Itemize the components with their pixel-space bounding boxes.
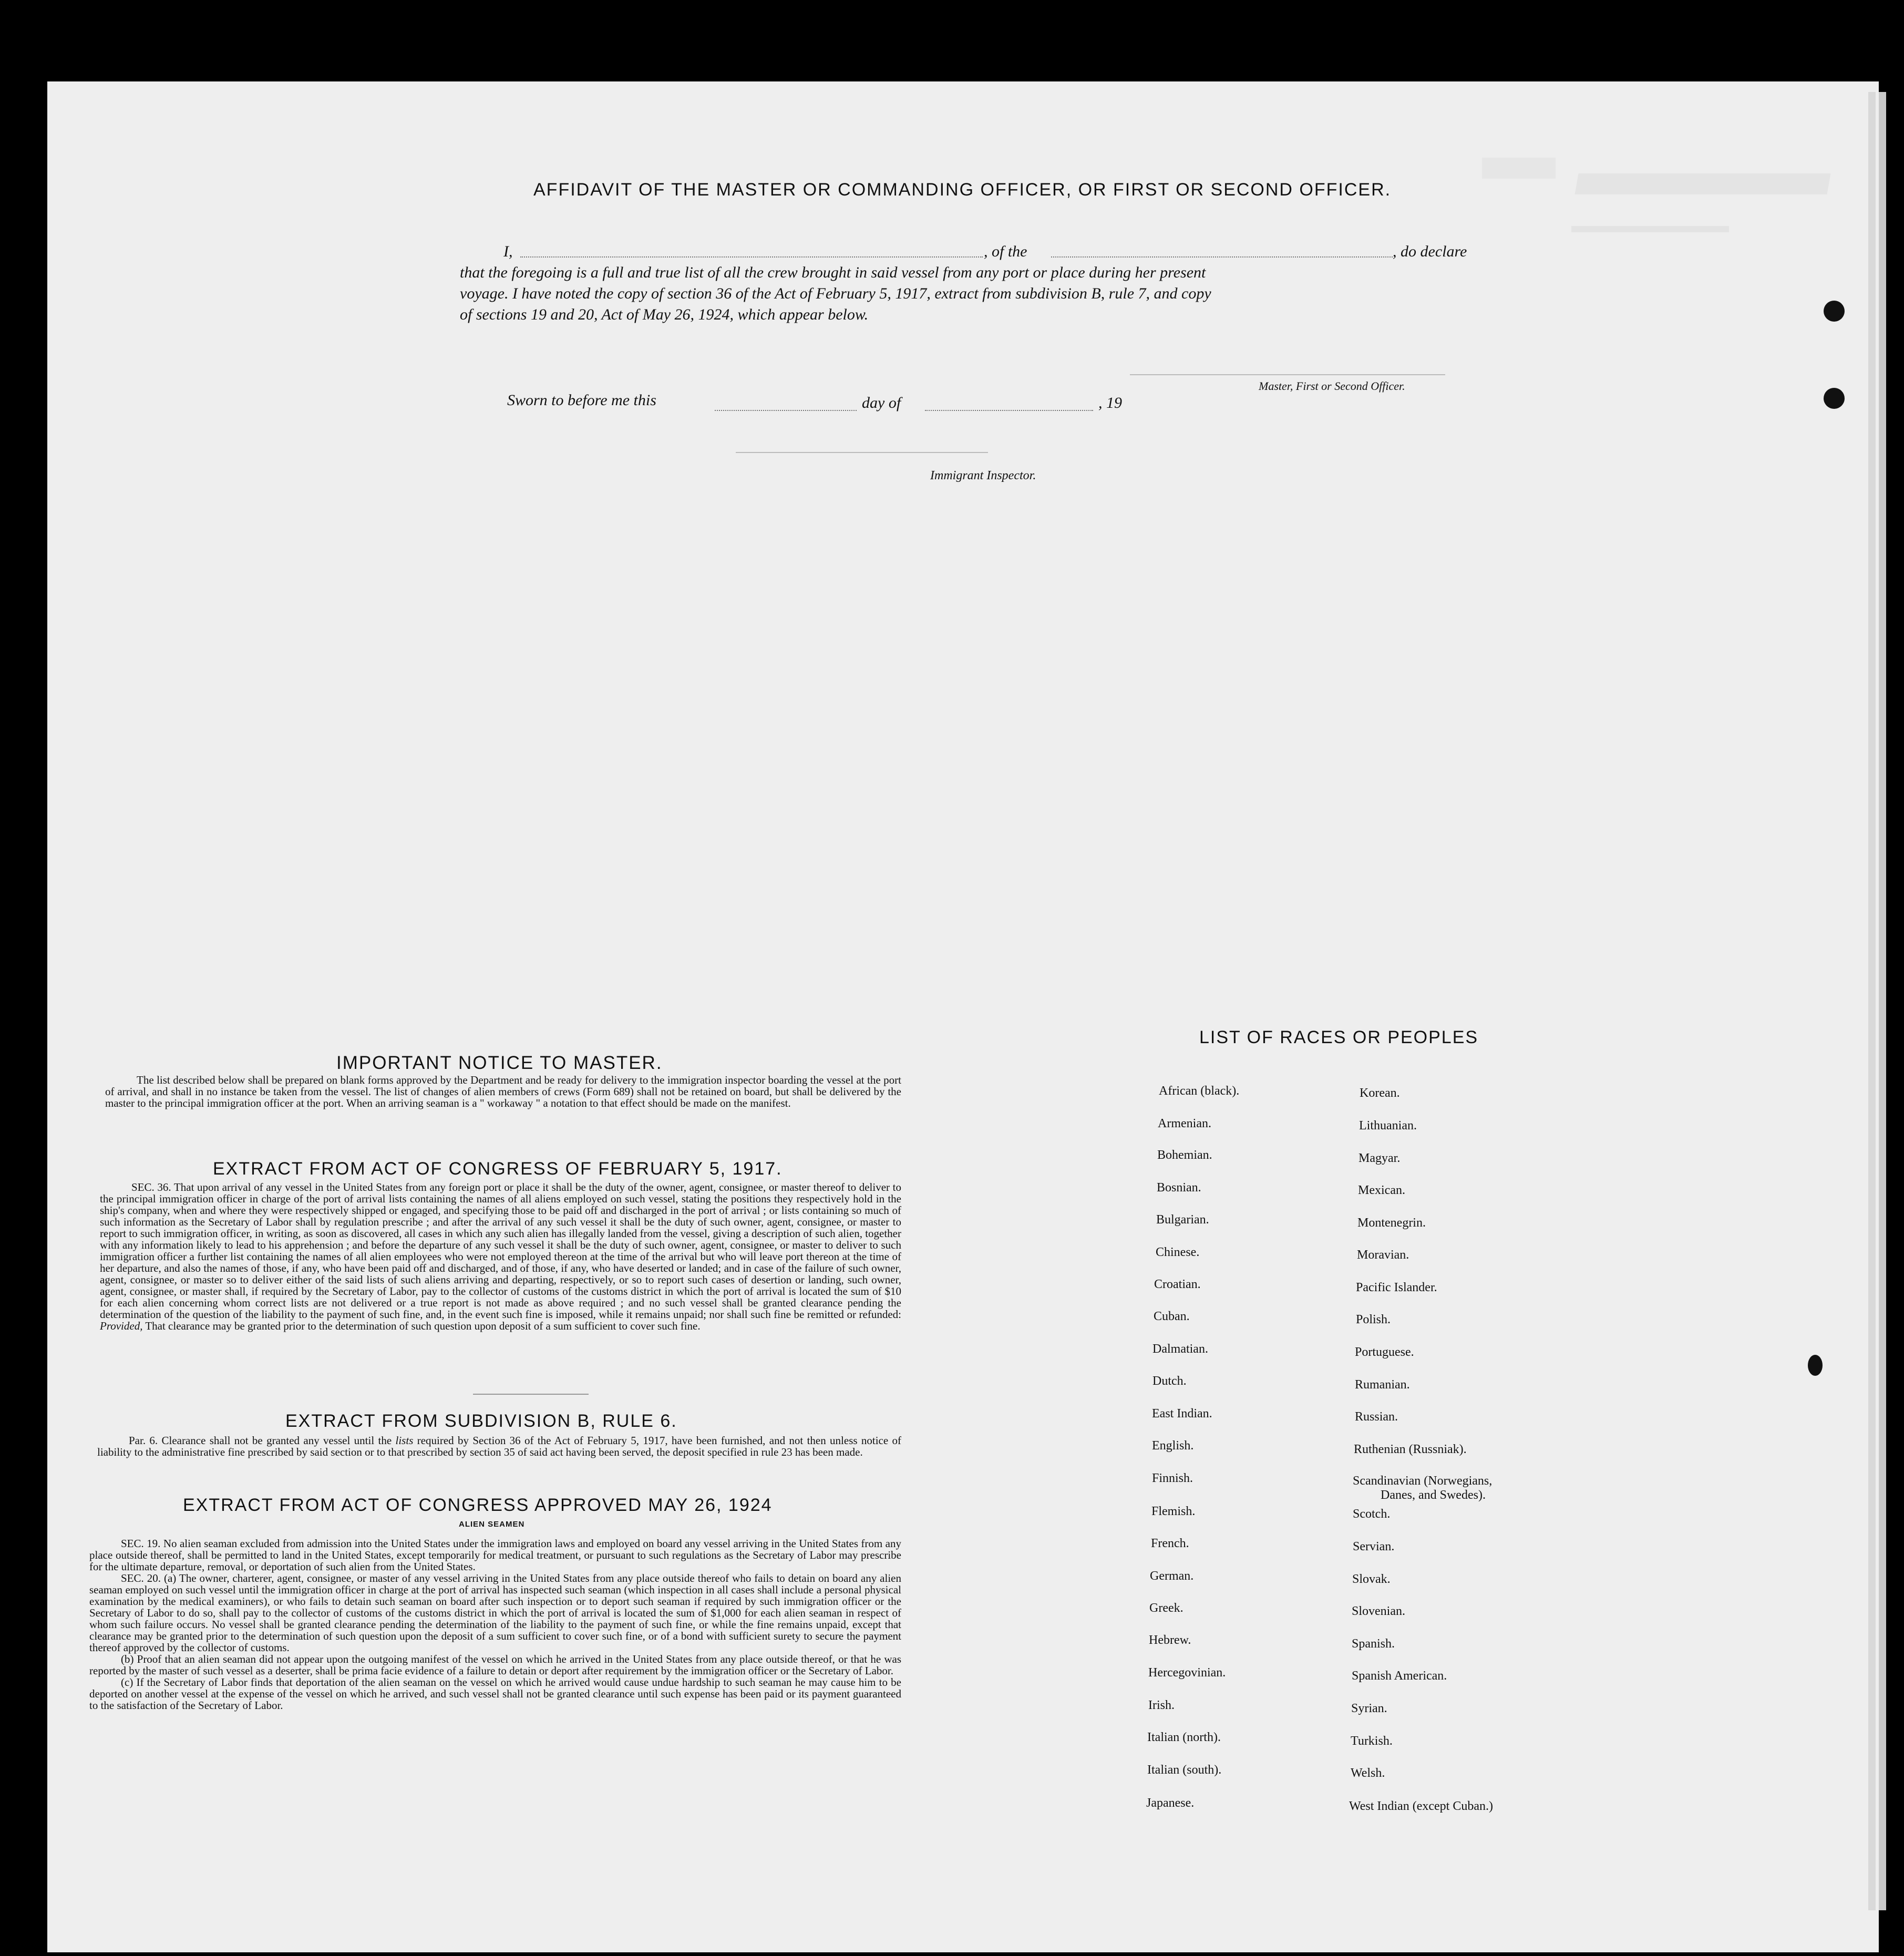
affidavit-body-line: of sections 19 and 20, Act of May 26, 1924, which appear below. (460, 306, 869, 323)
race-item: Montenegrin. (1357, 1216, 1426, 1230)
lists-word: lists (395, 1434, 414, 1447)
notice-text (105, 1074, 901, 1109)
provided-word: Provided, (100, 1320, 143, 1332)
race-item: African (black). (1159, 1084, 1240, 1098)
race-item: English. (1152, 1439, 1194, 1453)
master-name-field[interactable] (520, 256, 983, 258)
race-item: Italian (south). (1147, 1763, 1222, 1777)
section-20c-paragraph: (c) If the Secretary of Labor finds that deportation of the alien seaman on the vessel on which he arrived would cause undue hardship to such seaman he may cause him to be deported on another vessel at the expense of the vessel on which he arrived, and such vessel shall not be granted clearance until such expense has been paid or its payment guaranteed to the satisfaction of the Secretary of Labor. (89, 1676, 901, 1712)
binder-hole (1808, 1355, 1823, 1376)
race-item: Japanese. (1146, 1796, 1195, 1810)
race-item: Scandinavian (Norwegians, (1353, 1474, 1493, 1488)
race-item: Scotch. (1353, 1507, 1391, 1521)
race-item: Greek. (1149, 1601, 1183, 1615)
race-item: Finnish. (1152, 1471, 1193, 1485)
race-item: Pacific Islander. (1356, 1281, 1437, 1294)
affidavit-of-the-label: , of the (984, 243, 1027, 260)
race-item: Portuguese. (1355, 1345, 1414, 1359)
section-36-text-end: That clearance may be granted prior to the determination of such question upon deposit of a sum sufficient to cover such fine. (145, 1320, 701, 1332)
race-item: Italian (north). (1147, 1731, 1221, 1744)
extract-1917-text (100, 1181, 901, 1332)
extract-1924-text (89, 1538, 901, 1711)
day-of-label: day of (862, 394, 901, 411)
race-item: Magyar. (1358, 1151, 1401, 1165)
race-item: Ruthenian (Russniak). (1354, 1443, 1467, 1456)
race-item: German. (1150, 1569, 1194, 1583)
year-label: , 19 (1098, 394, 1122, 411)
binder-hole (1824, 388, 1845, 409)
race-item: Croatian. (1154, 1278, 1201, 1291)
race-item: Irish. (1148, 1698, 1175, 1712)
race-item: Bosnian. (1157, 1181, 1201, 1195)
master-signature-label: Master, First or Second Officer. (1259, 379, 1405, 393)
inspector-signature-field[interactable] (736, 452, 988, 453)
race-item: West Indian (except Cuban.) (1349, 1799, 1493, 1813)
bleed-through-mark (1482, 158, 1556, 179)
race-item: Hebrew. (1149, 1633, 1191, 1647)
rule-6-text-start: Par. 6. Clearance shall not be granted any vessel until the (129, 1434, 392, 1447)
race-item: Slovenian. (1352, 1604, 1405, 1618)
race-item: Turkish. (1351, 1734, 1393, 1748)
race-item: Spanish American. (1352, 1669, 1447, 1683)
sworn-day-field[interactable] (715, 410, 857, 411)
race-item: Spanish. (1352, 1637, 1395, 1651)
bleed-through-mark (1574, 173, 1830, 194)
race-item: Syrian. (1351, 1702, 1387, 1715)
race-item: East Indian. (1152, 1407, 1212, 1420)
notice-paragraph: The list described below shall be prepared on blank forms approved by the Department and be ready for delivery to the immigration inspector boarding the vessel at the port of arrival, and shall in no instance be taken from the vessel. The list of changes of alien members of crews (Form 689) shall not be retained on board, but shall be delivered by the master to the principal immigration officer at the port. When an arriving seaman is a " workaway " a notation to that effect should be made on the manifest. (105, 1074, 901, 1109)
bleed-through-mark (1571, 226, 1729, 232)
race-item: Armenian. (1158, 1117, 1211, 1130)
race-item: Bohemian. (1157, 1148, 1212, 1162)
race-item: Bulgarian. (1156, 1213, 1209, 1227)
affidavit-body-line: voyage. I have noted the copy of section 36 of the Act of February 5, 1917, extract from subdivision B, rule 7, and copy (460, 285, 1211, 302)
race-item: Slovak. (1352, 1572, 1391, 1586)
page-edge (1879, 92, 1886, 1910)
affidavit-i-label: I, (503, 243, 513, 260)
race-item: Russian. (1355, 1410, 1398, 1424)
sworn-month-field[interactable] (925, 410, 1093, 411)
page-edge (1868, 92, 1876, 1910)
master-signature-field[interactable] (1130, 374, 1445, 375)
races-title: LIST OF RACES OR PEOPLES (1199, 1027, 1479, 1047)
race-item: Moravian. (1357, 1248, 1409, 1262)
extract-1917-title: EXTRACT FROM ACT OF CONGRESS OF FEBRUARY 5, 1917. (213, 1159, 783, 1179)
affidavit-title: AFFIDAVIT OF THE MASTER OR COMMANDING OFFICER, OR FIRST OR SECOND OFFICER. (533, 180, 1392, 200)
sworn-label: Sworn to before me this (507, 392, 656, 409)
race-item: Servian. (1353, 1540, 1395, 1553)
rule-6-paragraph (97, 1435, 901, 1458)
binder-hole (1824, 301, 1845, 322)
rule-6-title: EXTRACT FROM SUBDIVISION B, RULE 6. (285, 1411, 677, 1431)
race-item: French. (1151, 1537, 1189, 1550)
section-36-paragraph (100, 1181, 901, 1332)
race-item: Danes, and Swedes). (1381, 1488, 1486, 1502)
race-item: Chinese. (1156, 1245, 1200, 1259)
section-20a-paragraph: SEC. 20. (a) The owner, charterer, agent, consignee, or master of any vessel arriving in the United States from any place outside thereof who fails to detain on board any alien seaman employed on such vessel until the immigration officer in charge at the port of arrival has inspected such seaman (which inspection in all cases shall include a personal physical examination by the medical examiners), or who fails to detain such seaman on board after such inspection or to deport such seaman if required by such immigration officer or the Secretary of Labor to do so, shall pay to the collector of customs of the customs district in which the port of arrival is located the sum of $1,000 for each alien seaman in respect of whom such failure occurs. No vessel shall be granted clearance pending the determination of the liability to the payment of such fine, or while the fine remains unpaid, except that clearance may be granted prior to the determination of such question upon the deposit of a sum sufficient to cover such fine, or of a bond with sufficient surety to secure the payment thereof approved by the collector of customs. (89, 1572, 901, 1654)
race-item: Welsh. (1351, 1766, 1385, 1780)
section-19-paragraph: SEC. 19. No alien seaman excluded from admission into the United States under the immigration laws and employed on board any vessel arriving in the United States from any place outside thereof, shall be permitted to land in the United States, except temporarily for medical treatment, or pursuant to such regulations as the Secretary of Labor may prescribe for the ultimate departure, removal, or deportation of such alien from the United States. (89, 1537, 901, 1573)
race-item: Lithuanian. (1359, 1119, 1417, 1133)
race-item: Rumanian. (1355, 1378, 1410, 1392)
affidavit-body-line: that the foregoing is a full and true list of all the crew brought in said vessel from any port or place during her present (460, 264, 1206, 281)
race-item: Polish. (1356, 1313, 1391, 1326)
race-item: Hercegovinian. (1148, 1666, 1226, 1680)
alien-seamen-subtitle: ALIEN SEAMEN (459, 1520, 525, 1529)
vessel-name-field[interactable] (1051, 256, 1393, 258)
race-item: Flemish. (1151, 1505, 1196, 1518)
inspector-label: Immigrant Inspector. (930, 469, 1036, 482)
race-item: Dutch. (1152, 1374, 1187, 1388)
section-36-text: SEC. 36. That upon arrival of any vessel in the United States from any foreign port or place it shall be the duty of the owner, agent, consignee, or master thereof to deliver to the principal immigration officer in charge of the port of arrival lists containing the names of all aliens employed on such vessel, stating the positions they respectively hold in the ship's company, when and where they were respectively shipped or engaged, and specifying those to be paid off and discharged in the port of arrival ; or lists containing so much of such information as the Secretary of Labor shall by regulation prescribe ; and after the arrival of any such vessel it shall be the duty of such owner, agent, consignee, or master to report to such immigration officer, in writing, as soon as discovered, all cases in which any such alien has illegally landed from the vessel, giving a description of such alien, together with any information likely to lead to his apprehension ; and before the departure of any such vessel it shall be the duty of such owner, agent, consignee, or master to deliver to such immigration officer a further list containing the names of all alien employees who were not employed thereon at the time of the arrival but who will leave port thereon at the time of her departure, and also the names of those, if any, who have been paid off and discharged, and of those, if any, who have deserted or landed; and in case of the failure of such owner, agent, consignee, or master so to deliver either of the said lists of such aliens arriving and departing, respectively, or so to report such cases of desertion or landing, such owner, agent, consignee, or master shall, if required by the Secretary of Labor, pay to the collector of customs of the customs district in which the port of arrival is located the sum of $10 for each alien concerning whom correct lists are not delivered or a true report is not made as above required ; and no such vessel shall be granted clearance pending the determination of the question of the liability to the payment of such fine, and, in the event such fine is imposed, while it remains unpaid; nor shall such fine be remitted or refunded: (100, 1181, 901, 1321)
race-item: Mexican. (1358, 1183, 1405, 1197)
section-divider (473, 1394, 589, 1395)
race-item: Cuban. (1154, 1310, 1190, 1323)
race-item: Dalmatian. (1152, 1342, 1208, 1356)
affidavit-do-declare-label: , do declare (1393, 243, 1467, 260)
rule-6-text (97, 1435, 901, 1458)
rule-6-text-end: required by Section 36 of the Act of February 5, 1917, have been furnished, and not then unless notice of liability to the administrative fine prescribed by said section or to that prescribed by section 35 of said act having been served, the deposit specified in rule 23 has been made. (97, 1434, 902, 1458)
notice-title: IMPORTANT NOTICE TO MASTER. (336, 1053, 663, 1073)
extract-1924-title: EXTRACT FROM ACT OF CONGRESS APPROVED MAY 26, 1924 (183, 1495, 773, 1515)
race-item: Korean. (1360, 1086, 1400, 1100)
section-20b-paragraph: (b) Proof that an alien seaman did not appear upon the outgoing manifest of the vessel on which he arrived in the United States from any place outside thereof, or that he was reported by the master of such vessel as a deserter, shall be prima facie evidence of a failure to detain or deport after requirement by the immigration officer or the Secretary of Labor. (89, 1653, 901, 1677)
